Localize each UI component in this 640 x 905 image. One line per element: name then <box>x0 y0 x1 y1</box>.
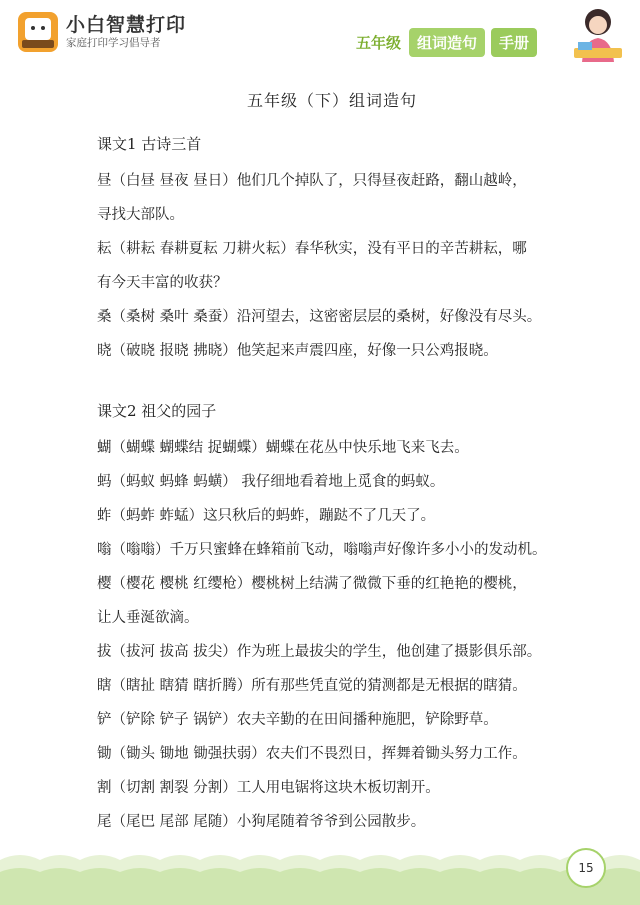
sentence-line: 割（切割 割裂 分割）工人用电锯将这块木板切割开。 <box>97 780 440 796</box>
grass-footer-decoration <box>0 820 640 905</box>
sentence-line: 铲（铲除 铲子 锅铲）农夫辛勤的在田间播种施肥，铲除野草。 <box>97 712 498 728</box>
sentence-line: 蚱（蚂蚱 蚱蜢）这只秋后的蚂蚱，蹦跶不了几天了。 <box>97 508 436 524</box>
printer-mascot-icon <box>18 12 58 52</box>
sentence-line: 樱（樱花 樱桃 红缨枪）樱桃树上结满了微微下垂的红艳艳的樱桃， <box>97 576 527 592</box>
sentence-line: 瞎（瞎扯 瞎猜 瞎折腾）所有那些凭直觉的猜测都是无根据的瞎猜。 <box>97 678 527 694</box>
reading-girl-illustration <box>568 6 628 62</box>
document-body <box>97 82 567 839</box>
sentence-line: 桑（桑树 桑叶 桑蚕）沿河望去，这密密层层的桑树，好像没有尽头。 <box>97 309 542 325</box>
sentence-line: 蚂（蚂蚁 蚂蜂 蚂蟥） 我仔细地看着地上觅食的蚂蚁。 <box>97 474 445 490</box>
section-heading: 课文1 古诗三首 <box>97 135 202 153</box>
topic-tag: 组词造句 <box>409 28 485 57</box>
brand-name: 小白智慧打印 <box>66 14 187 36</box>
sentence-line: 昼（白昼 昼夜 昼日）他们几个掉队了，只得昼夜赶路，翻山越岭， <box>97 173 527 189</box>
grade-label: 五年级 <box>356 34 402 52</box>
sentence-line: 嗡（嗡嗡）千万只蜜蜂在蜂箱前飞动，嗡嗡声好像许多小小的发动机。 <box>97 542 547 558</box>
sentence-line: 耘（耕耘 春耕夏耘 刀耕火耘）春华秋实，没有平日的辛苦耕耘，哪 <box>97 241 527 257</box>
handbook-tag: 手册 <box>491 28 537 57</box>
sentence-line: 蝴（蝴蝶 蝴蝶结 捉蝴蝶）蝴蝶在花丛中快乐地飞来飞去。 <box>97 440 469 456</box>
sentence-line: 锄（锄头 锄地 锄强扶弱）农夫们不畏烈日，挥舞着锄头努力工作。 <box>97 746 527 762</box>
brand-logo <box>18 12 186 52</box>
brand-slogan: 家庭打印学习倡导者 <box>66 37 161 49</box>
sentence-line: 拔（拔河 拔高 拔尖）作为班上最拔尖的学生，他创建了摄影俱乐部。 <box>97 644 542 660</box>
sentence-line: 让人垂涎欲滴。 <box>97 610 199 626</box>
section-heading: 课文2 祖父的园子 <box>97 402 217 420</box>
page-header <box>0 0 640 75</box>
sentence-line: 晓（破晓 报晓 拂晓）他笑起来声震四座，好像一只公鸡报晓。 <box>97 343 498 359</box>
sentence-line: 寻找大部队。 <box>97 207 184 223</box>
sentence-line: 有今天丰富的收获？ <box>97 275 228 291</box>
page-number-badge: 15 <box>566 848 606 888</box>
workbook-banner <box>356 28 543 57</box>
sentence-line: 尾（尾巴 尾部 尾随）小狗尾随着爷爷到公园散步。 <box>97 814 426 830</box>
page-title: 五年级（下）组词造句 <box>246 91 417 110</box>
